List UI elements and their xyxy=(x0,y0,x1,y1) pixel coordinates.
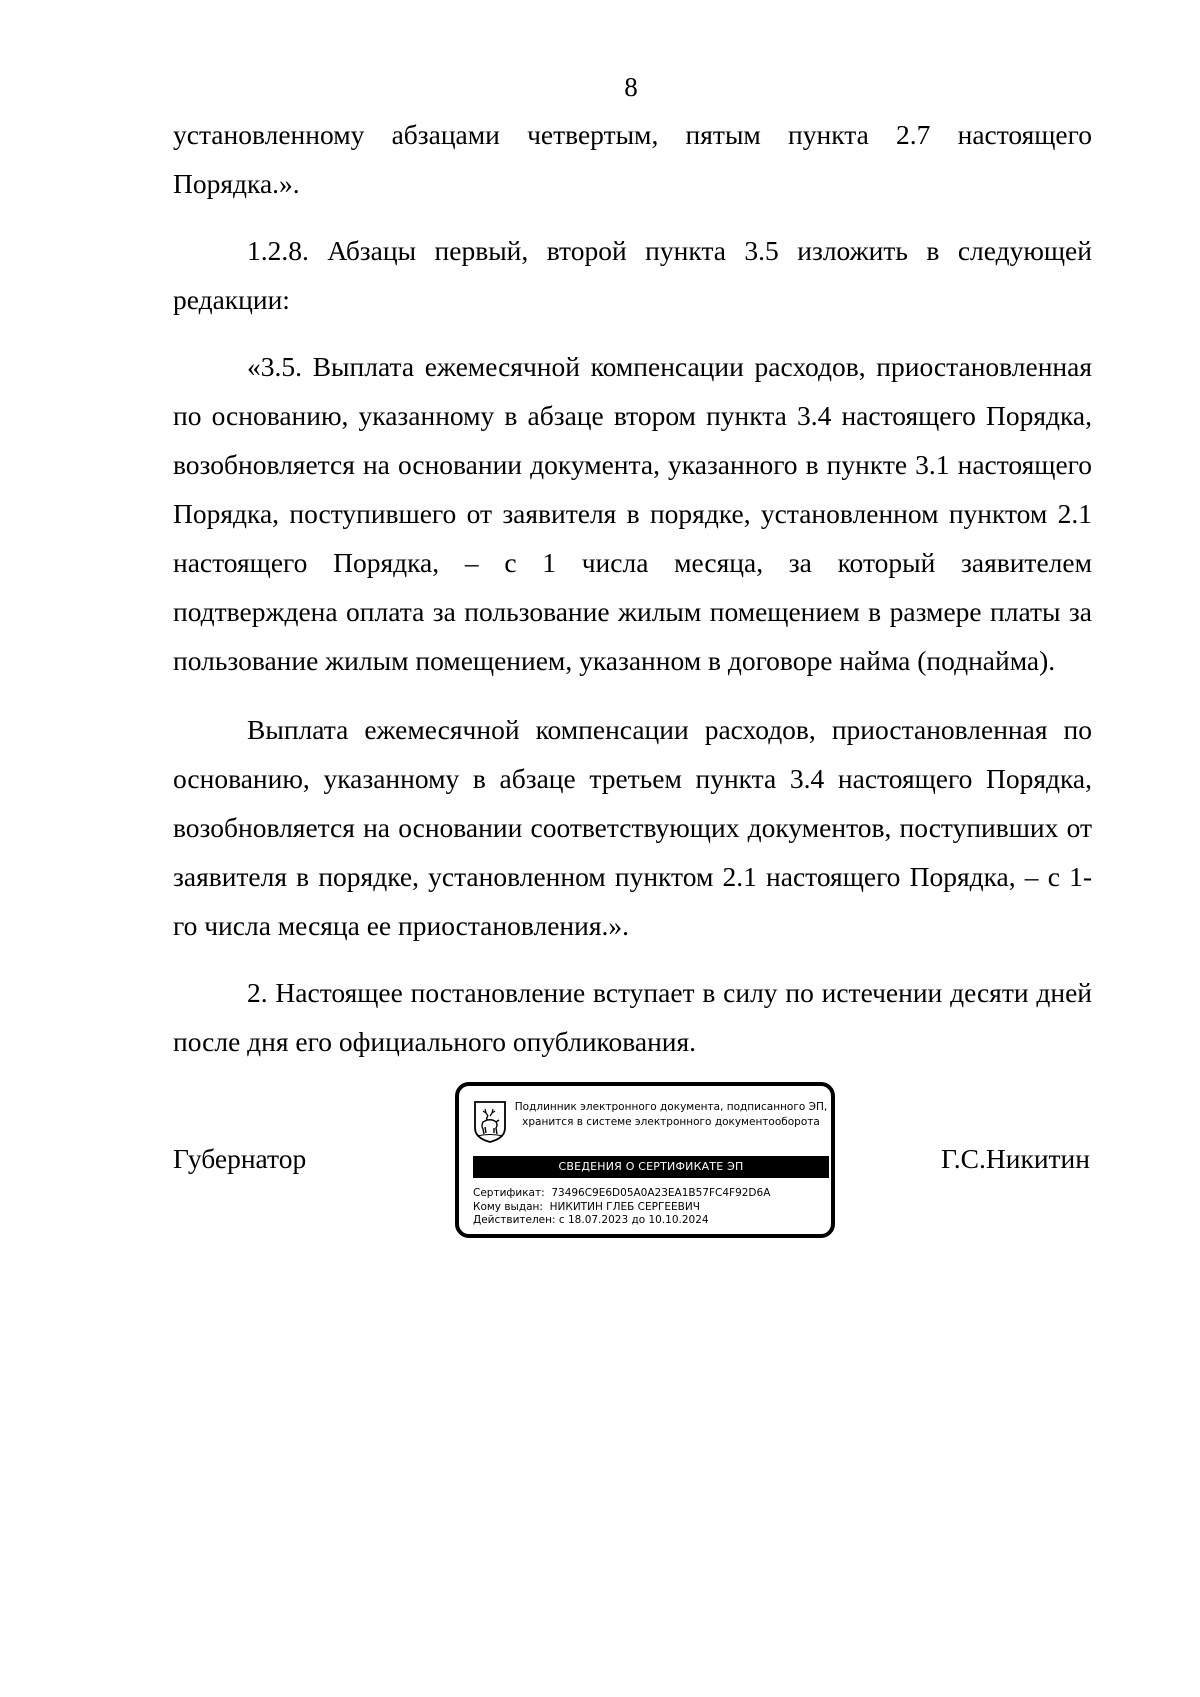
certificate-value: 73496C9E6D05A0A23EA1B57FC4F92D6A xyxy=(551,1187,771,1199)
signatory-name: Г.С.Никитин xyxy=(941,1143,1090,1174)
issued-to-value: НИКИТИН ГЛЕБ СЕРГЕЕВИЧ xyxy=(549,1200,700,1213)
stamp-title-bar: СВЕДЕНИЯ О СЕРТИФИКАТЕ ЭП xyxy=(473,1156,829,1178)
stamp-issued-to-row xyxy=(473,1201,770,1215)
valid-value: с 18.07.2023 до 10.10.2024 xyxy=(558,1214,709,1226)
stamp-certificate-row xyxy=(473,1187,770,1201)
signatory-position: Губернатор xyxy=(173,1143,307,1174)
stamp-details xyxy=(473,1187,770,1228)
paragraph-clause-3-5: «3.5. Выплата ежемесячной компенсации расходов, приостановленная по основанию, указанному в абзаце втором пункта 3.4 настоящего Порядка, возобновляется на основании документа, указанного в пункте 3.1 настоящего Порядка, поступившего от заявителя в порядке, установленном пунктом 2.1 настоящего Порядка, – с 1 числа месяца, за который заявителем подтверждена оплата за пользование жилым помещением в размере платы за пользование жилым помещением, указанном в договоре найма (поднайма). xyxy=(173,351,1092,676)
stamp-header xyxy=(511,1100,831,1130)
deer-coat-of-arms-icon xyxy=(473,1100,507,1144)
page-number: 8 xyxy=(624,72,638,102)
document-body xyxy=(173,110,1092,1066)
certificate-label: Сертификат: xyxy=(473,1187,545,1199)
stamp-valid-row xyxy=(473,1214,770,1228)
paragraph-payment-resumption: Выплата ежемесячной компенсации расходов, приостановленная по основанию, указанному в абзаце третьем пункта 3.4 настоящего Порядка, возобновляется на основании соответствующих документов, поступивших от заявителя в порядке, установленном пунктом 2.1 настоящего Порядка, – с 1-го числа месяца ее приостановления.». xyxy=(173,714,1092,941)
paragraph-effective-date: 2. Настоящее постановление вступает в силу по истечении десяти дней после дня его официального опубликования. xyxy=(173,977,1092,1057)
stamp-header-line-2: хранится в системе электронного документооборота xyxy=(522,1116,820,1128)
paragraph-continuation: установленному абзацами четвертым, пятым пункта 2.7 настоящего Порядка.». xyxy=(173,119,1092,199)
issued-to-label: Кому выдан: xyxy=(473,1200,543,1213)
stamp-header-line-1: Подлинник электронного документа, подписанного ЭП, xyxy=(514,1101,828,1113)
electronic-signature-stamp xyxy=(455,1082,835,1238)
paragraph-clause-1-2-8: 1.2.8. Абзацы первый, второй пункта 3.5 изложить в следующей редакции: xyxy=(173,235,1092,315)
valid-label: Действителен: xyxy=(473,1214,556,1226)
